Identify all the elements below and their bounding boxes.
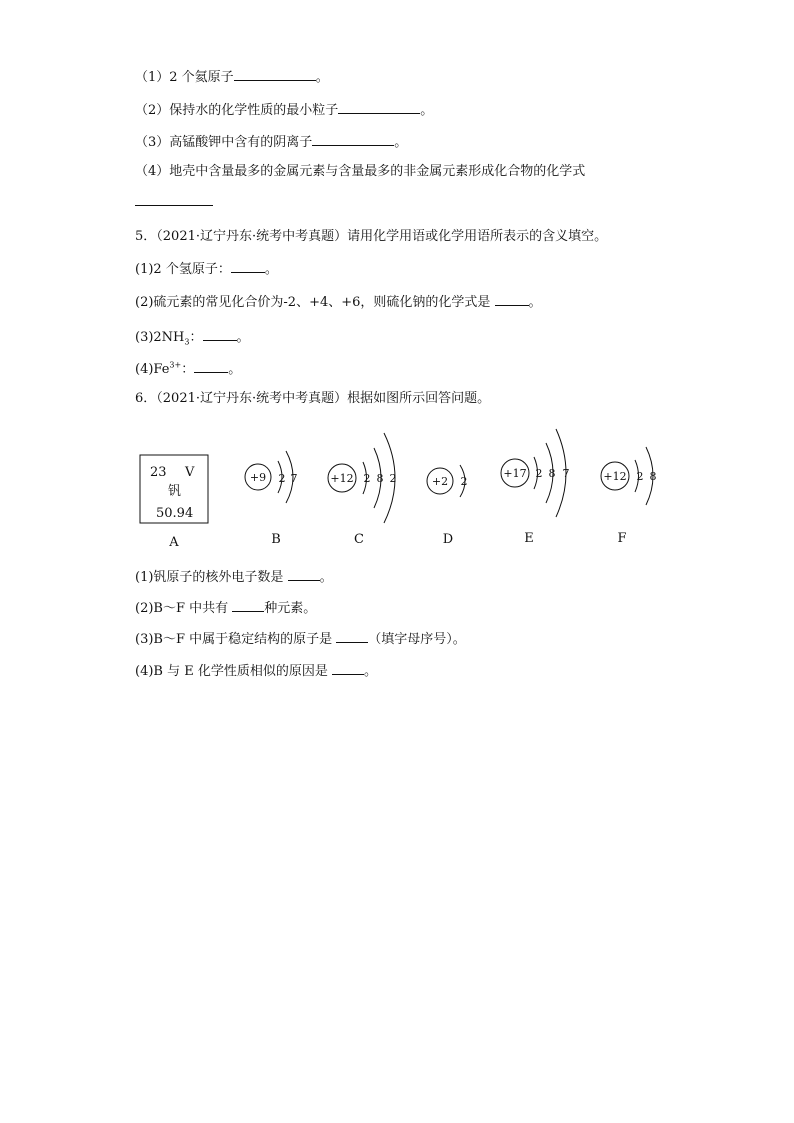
electron-shell-2: 8 [548, 467, 556, 480]
answer-blank[interactable] [203, 328, 237, 341]
s6-question-1 [135, 568, 333, 586]
s6-q4-text: (4)B 与 E 化学性质相似的原因是 [135, 664, 328, 679]
s5-q3-text: (3)2NH [135, 330, 185, 345]
answer-blank[interactable] [336, 630, 368, 643]
electron-shell-3: 7 [562, 467, 570, 480]
s4-question-4 [135, 164, 585, 180]
s4-q3-text: （3）高锰酸钾中含有的阴离子 [135, 135, 313, 150]
s4-question-3 [135, 133, 407, 151]
answer-blank[interactable] [234, 68, 316, 81]
answer-blank[interactable] [332, 662, 364, 675]
electron-shell-2: 8 [649, 470, 657, 483]
period: 。 [315, 70, 329, 85]
answer-blank[interactable] [232, 599, 264, 612]
nucleus-charge: +12 [330, 472, 354, 485]
s4-q1-text: （1）2 个氦原子 [135, 70, 234, 85]
atomic-mass: 50.94 [156, 506, 194, 521]
s5-q1-text: (1)2 个氢原子： [135, 262, 231, 277]
s5-q4-text: (4)Fe [135, 362, 170, 377]
answer-blank[interactable] [194, 360, 228, 373]
s4-question-1 [135, 68, 329, 86]
period: 。 [319, 570, 333, 585]
period: 。 [420, 103, 434, 118]
s5-header [135, 229, 607, 245]
s4-question-4-blank-line [135, 193, 213, 211]
atom-diagram-c [328, 433, 397, 523]
element-name: 钒 [168, 484, 182, 499]
electron-shell-2: 8 [376, 472, 384, 485]
nucleus-charge: +12 [603, 470, 627, 483]
s6-header [135, 391, 490, 407]
electron-shell-1: 2 [636, 470, 644, 483]
electron-shell-1: 2 [278, 472, 286, 485]
s5-question-4 [135, 360, 241, 378]
label-d: D [442, 532, 454, 547]
period: 。 [364, 664, 378, 679]
answer-blank[interactable] [338, 101, 420, 114]
element-symbol: V [185, 465, 195, 480]
colon: ： [189, 330, 203, 345]
nucleus-charge: +9 [249, 471, 267, 484]
s4-q2-text: （2）保持水的化学性质的最小粒子 [135, 103, 339, 118]
s6-q2-suffix: 种元素。 [264, 601, 317, 616]
nucleus-charge: +17 [503, 467, 527, 480]
s6-q2-text: (2)B～F 中共有 [135, 601, 229, 616]
element-card [140, 455, 208, 523]
s4-question-2 [135, 101, 433, 119]
label-f: F [617, 531, 627, 546]
answer-blank[interactable] [288, 568, 320, 581]
label-b: B [271, 532, 281, 547]
atom-diagram-f [601, 447, 657, 505]
answer-blank[interactable] [231, 260, 265, 273]
colon: ： [181, 362, 195, 377]
period: 。 [394, 135, 408, 150]
s6-q3-suffix: （填字母序号）。 [368, 632, 466, 647]
atomic-number: 23 [150, 465, 167, 480]
atom-diagram-e [501, 429, 570, 517]
electron-shell-3: 2 [389, 472, 397, 485]
s5-q2-text: (2)硫元素的常见化合价为-2、+4、+6，则硫化钠的化学式是 [135, 295, 491, 310]
electron-shell-1: 2 [460, 475, 468, 488]
s4-q4-text: （4）地壳中含量最多的金属元素与含量最多的非金属元素形成化合物的化学式 [135, 164, 586, 179]
s6-header-text: 6．（2021·辽宁丹东·统考中考真题）根据如图所示回答问题。 [135, 391, 491, 406]
s6-q1-text: (1)钒原子的核外电子数是 [135, 570, 284, 585]
label-c: C [354, 532, 364, 547]
answer-blank[interactable] [135, 193, 213, 206]
electron-shell-1: 2 [363, 472, 371, 485]
s6-question-2 [135, 599, 316, 617]
s6-question-3 [135, 630, 466, 648]
s6-q3-text: (3)B～F 中属于稳定结构的原子是 [135, 632, 333, 647]
answer-blank[interactable] [495, 293, 529, 306]
label-a: A [169, 535, 179, 550]
answer-blank[interactable] [312, 133, 394, 146]
s5-header-text: 5．（2021·辽宁丹东·统考中考真题）请用化学用语或化学用语所表示的含义填空。 [135, 229, 608, 244]
period: 。 [236, 330, 250, 345]
electron-shell-2: 7 [290, 472, 298, 485]
s5-question-3 [135, 328, 250, 346]
electron-shell-1: 2 [535, 467, 543, 480]
label-e: E [524, 531, 534, 546]
s5-question-1 [135, 260, 278, 278]
atom-diagram-b [245, 451, 298, 503]
period: 。 [228, 362, 242, 377]
atom-diagram-d [427, 465, 468, 497]
nucleus-charge: +2 [431, 475, 449, 488]
period: 。 [264, 262, 278, 277]
s5-question-2 [135, 293, 542, 311]
period: 。 [528, 295, 542, 310]
subscript: 3 [184, 337, 190, 347]
atom-structure-figure [130, 425, 690, 555]
s6-question-4 [135, 662, 377, 680]
superscript: 3+ [169, 360, 182, 370]
